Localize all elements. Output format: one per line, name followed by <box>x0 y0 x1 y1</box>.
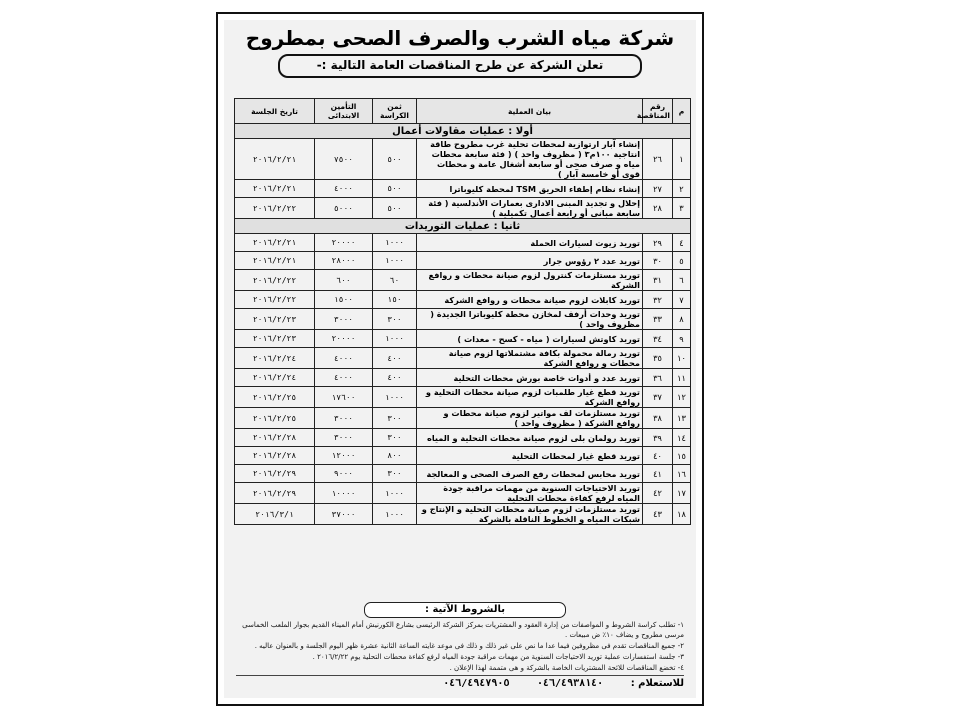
initial-insurance: ٦٠٠ <box>315 270 373 291</box>
table-row <box>235 291 691 309</box>
row-serial: ٦ <box>673 270 691 291</box>
table-row <box>235 447 691 465</box>
session-date: ٢٠١٦/٢/٢٢ <box>235 270 315 291</box>
booklet-price: ٤٠٠ <box>373 369 417 387</box>
row-serial: ١٦ <box>673 465 691 483</box>
tender-description: توريد زيوت لسيارات الحملة <box>417 234 643 252</box>
tender-number: ٣٩ <box>643 429 673 447</box>
initial-insurance: ٥٠٠٠ <box>315 198 373 219</box>
table-row <box>235 429 691 447</box>
tender-number: ٤٢ <box>643 483 673 504</box>
tender-number: ٣٢ <box>643 291 673 309</box>
tender-number: ٣٠ <box>643 252 673 270</box>
tender-number: ٢٧ <box>643 180 673 198</box>
tender-description: توريد عدد ٢ رؤوس جرار <box>417 252 643 270</box>
booklet-price: ١٥٠ <box>373 291 417 309</box>
table-row <box>235 234 691 252</box>
booklet-price: ١٠٠٠ <box>373 234 417 252</box>
booklet-price: ١٠٠٠ <box>373 387 417 408</box>
row-serial: ١ <box>673 139 691 180</box>
tenders-table <box>234 98 691 525</box>
booklet-price: ٨٠٠ <box>373 447 417 465</box>
tender-description: توريد قطع غيار طلمبات لزوم صيانة محطات التحلية و روافع الشركة <box>417 387 643 408</box>
section-title: ثانيا : عمليات التوريدات <box>235 219 691 234</box>
table-row <box>235 198 691 219</box>
contact-line <box>236 675 684 692</box>
booklet-price: ٣٠٠ <box>373 429 417 447</box>
tender-description: توريد قطع غيار لمحطات التحلية <box>417 447 643 465</box>
col-header-session-date: تاريخ الجلسة <box>235 99 315 124</box>
conditions-list <box>236 620 684 674</box>
tender-description: توريد وحدات أرفف لمخازن محطة كليوباترا الجديدة ( مظروف واحد ) <box>417 309 643 330</box>
contact-label: للاستعلام : <box>630 678 684 689</box>
tender-description: إنشاء نظام إطفاء الحريق TSM لمحطة كليوباترا <box>417 180 643 198</box>
initial-insurance: ٣٧٠٠٠ <box>315 504 373 525</box>
row-serial: ١١ <box>673 369 691 387</box>
initial-insurance: ٤٠٠٠ <box>315 348 373 369</box>
col-header-insurance: التأمين الابتدائى <box>315 99 373 124</box>
row-serial: ١٨ <box>673 504 691 525</box>
session-date: ٢٠١٦/٢/٢٢ <box>235 291 315 309</box>
table-row <box>235 252 691 270</box>
ad-title: شركة مياه الشرب والصرف الصحى بمطروح <box>245 26 675 50</box>
tender-description: توريد رولمان بلى لزوم صيانة محطات التحلية و المياه <box>417 429 643 447</box>
row-serial: ٤ <box>673 234 691 252</box>
table-row <box>235 483 691 504</box>
session-date: ٢٠١٦/٢/٢٩ <box>235 465 315 483</box>
booklet-price: ٥٠٠ <box>373 139 417 180</box>
conditions-heading: بالشروط الآتية : <box>364 602 566 618</box>
tender-number: ٢٨ <box>643 198 673 219</box>
row-serial: ١٠ <box>673 348 691 369</box>
tender-number: ٢٩ <box>643 234 673 252</box>
booklet-price: ٥٠٠ <box>373 198 417 219</box>
row-serial: ٩ <box>673 330 691 348</box>
session-date: ٢٠١٦/٢/٢١ <box>235 139 315 180</box>
row-serial: ٢ <box>673 180 691 198</box>
session-date: ٢٠١٦/٢/٢٤ <box>235 369 315 387</box>
session-date: ٢٠١٦/٢/٢٣ <box>235 309 315 330</box>
row-serial: ٨ <box>673 309 691 330</box>
tender-description: توريد مستلزمات لف مواتير لزوم صيانة محطات و روافع الشركة ( مظروف واحد ) <box>417 408 643 429</box>
contact-phone: ٠٤٦/٤٩٣٨١٤٠ <box>536 678 604 689</box>
col-header-serial: م <box>673 99 691 124</box>
booklet-price: ٣٠٠ <box>373 309 417 330</box>
tender-number: ٣٨ <box>643 408 673 429</box>
booklet-price: ٣٠٠ <box>373 465 417 483</box>
table-row <box>235 348 691 369</box>
tender-number: ٣٣ <box>643 309 673 330</box>
row-serial: ١٥ <box>673 447 691 465</box>
initial-insurance: ٣٠٠٠ <box>315 408 373 429</box>
booklet-price: ١٠٠٠ <box>373 483 417 504</box>
table-row <box>235 504 691 525</box>
session-date: ٢٠١٦/٢/٢٥ <box>235 387 315 408</box>
tender-description: توريد مستلزمات لزوم صيانة محطات التحلية و الإنتاج و شبكات المياه و الخطوط الناقلة بالشركة <box>417 504 643 525</box>
table-row <box>235 369 691 387</box>
initial-insurance: ٤٠٠٠ <box>315 180 373 198</box>
tender-description: توريد رمالة محمولة بكافة مشتملاتها لزوم صيانة محطات و روافع الشركة <box>417 348 643 369</box>
tender-number: ٣١ <box>643 270 673 291</box>
session-date: ٢٠١٦/٢/٢١ <box>235 180 315 198</box>
initial-insurance: ٢٨٠٠٠ <box>315 252 373 270</box>
initial-insurance: ٣٠٠٠ <box>315 429 373 447</box>
table-row <box>235 180 691 198</box>
section-header-row <box>235 219 691 234</box>
row-serial: ١٤ <box>673 429 691 447</box>
initial-insurance: ٢٠٠٠٠ <box>315 330 373 348</box>
tender-description: إحلال و تجديد المبنى الادارى بعمارات الأندلسية ( فئة سابعة مبانى أو رابعة أعمال تكميلية ) <box>417 198 643 219</box>
initial-insurance: ٤٠٠٠ <box>315 369 373 387</box>
tender-description: توريد كابلات لزوم صيانة محطات و روافع الشركة <box>417 291 643 309</box>
initial-insurance: ١٠٠٠٠ <box>315 483 373 504</box>
initial-insurance: ١٥٠٠ <box>315 291 373 309</box>
booklet-price: ٣٠٠ <box>373 408 417 429</box>
session-date: ٢٠١٦/٢/٢٨ <box>235 429 315 447</box>
tender-number: ٤١ <box>643 465 673 483</box>
session-date: ٢٠١٦/٢/٢٤ <box>235 348 315 369</box>
initial-insurance: ٢٠٠٠٠ <box>315 234 373 252</box>
booklet-price: ١٠٠٠ <box>373 504 417 525</box>
tender-description: توريد مستلزمات كنترول لزوم صيانة محطات و روافع الشركة <box>417 270 643 291</box>
condition-item: ٤- تخضع المناقصات للائحة المشتريات الخاصة بالشركة و هى متممة لهذا الإعلان . <box>449 664 684 672</box>
session-date: ٢٠١٦/٢/٢١ <box>235 252 315 270</box>
booklet-price: ٤٠٠ <box>373 348 417 369</box>
tender-number: ٢٦ <box>643 139 673 180</box>
condition-item: ٣- جلسة استفسارات عملية توريد الاحتياجات السنوية من مهمات مراقبة جودة المياه لرفع كفاءة محطات التحلية يوم ٢٠١٦/٢/٢٢ . <box>312 653 684 661</box>
booklet-price: ١٠٠٠ <box>373 252 417 270</box>
col-header-booklet-price: ثمن الكراسة <box>373 99 417 124</box>
table-row <box>235 139 691 180</box>
session-date: ٢٠١٦/٢/٢١ <box>235 234 315 252</box>
row-serial: ١٢ <box>673 387 691 408</box>
session-date: ٢٠١٦/٢/٢٩ <box>235 483 315 504</box>
table-header-row <box>235 99 691 124</box>
condition-item: ١- تطلب كراسة الشروط و المواصفات من إدارة العقود و المشتريات بمركز الشركة الرئيسى بشارع الكورنيش أمام الميناء القديم بجوار الملعب الخماسى مرسى مطروح و يضاف ١٠٪ ض مبيعات . <box>242 621 684 639</box>
tender-description: توريد عدد و أدوات خاصة بورش محطات التحلية <box>417 369 643 387</box>
tender-number: ٣٧ <box>643 387 673 408</box>
row-serial: ١٧ <box>673 483 691 504</box>
condition-item: ٢- جميع المناقصات تقدم فى مظروفين فيما عدا ما نص على غير ذلك و ذلك فى موعد غايته الساعة الثانية عشرة ظهر اليوم الجلسة و بالعنوان عاليه . <box>254 642 684 650</box>
row-serial: ٥ <box>673 252 691 270</box>
session-date: ٢٠١٦/٢/٢٥ <box>235 408 315 429</box>
col-header-description: بيان العملية <box>417 99 643 124</box>
booklet-price: ٦٠ <box>373 270 417 291</box>
booklet-price: ١٠٠٠ <box>373 330 417 348</box>
col-header-tender-no: رقم المناقصة <box>643 99 673 124</box>
tender-number: ٤٣ <box>643 504 673 525</box>
tender-number: ٤٠ <box>643 447 673 465</box>
newspaper-ad <box>224 20 696 698</box>
session-date: ٢٠١٦/٣/١ <box>235 504 315 525</box>
table-row <box>235 309 691 330</box>
booklet-price: ٥٠٠ <box>373 180 417 198</box>
table-row <box>235 270 691 291</box>
initial-insurance: ١٧٦٠٠ <box>315 387 373 408</box>
tender-description: توريد محابس لمحطات رفع الصرف الصحى و المعالجة <box>417 465 643 483</box>
table-row <box>235 387 691 408</box>
session-date: ٢٠١٦/٢/٢٣ <box>235 330 315 348</box>
initial-insurance: ٩٠٠٠ <box>315 465 373 483</box>
tender-description: إنشاء آبار ارتوازية لمحطات تحلية غرب مطروح طاقة انتاجية ١٠٠م٣ ( مظروف واحد ) ( فئة سابعة محطات مياه و صرف صحى أو سابعة أشغال عامة و محطات قوى أو خامسة آبار ) <box>417 139 643 180</box>
table-row <box>235 465 691 483</box>
section-header-row <box>235 124 691 139</box>
tender-description: توريد كاوتش لسيارات ( مياه - كسح - معدات ) <box>417 330 643 348</box>
ad-subtitle: تعلن الشركة عن طرح المناقصات العامة التالية :- <box>278 54 642 78</box>
table-row <box>235 330 691 348</box>
tender-number: ٣٥ <box>643 348 673 369</box>
session-date: ٢٠١٦/٢/٢٢ <box>235 198 315 219</box>
row-serial: ٧ <box>673 291 691 309</box>
tender-number: ٣٦ <box>643 369 673 387</box>
row-serial: ١٣ <box>673 408 691 429</box>
initial-insurance: ٣٠٠٠ <box>315 309 373 330</box>
row-serial: ٣ <box>673 198 691 219</box>
section-title: أولا : عمليات مقاولات أعمال <box>235 124 691 139</box>
page-frame <box>216 12 704 706</box>
tender-number: ٣٤ <box>643 330 673 348</box>
table-row <box>235 408 691 429</box>
session-date: ٢٠١٦/٢/٢٨ <box>235 447 315 465</box>
tender-description: توريد الاحتياجات السنوية من مهمات مراقبة جودة المياه لرفع كفاءة محطات التحلية <box>417 483 643 504</box>
contact-phone: ٠٤٦/٤٩٤٧٩٠٥ <box>443 678 510 689</box>
initial-insurance: ٧٥٠٠ <box>315 139 373 180</box>
initial-insurance: ١٢٠٠٠ <box>315 447 373 465</box>
